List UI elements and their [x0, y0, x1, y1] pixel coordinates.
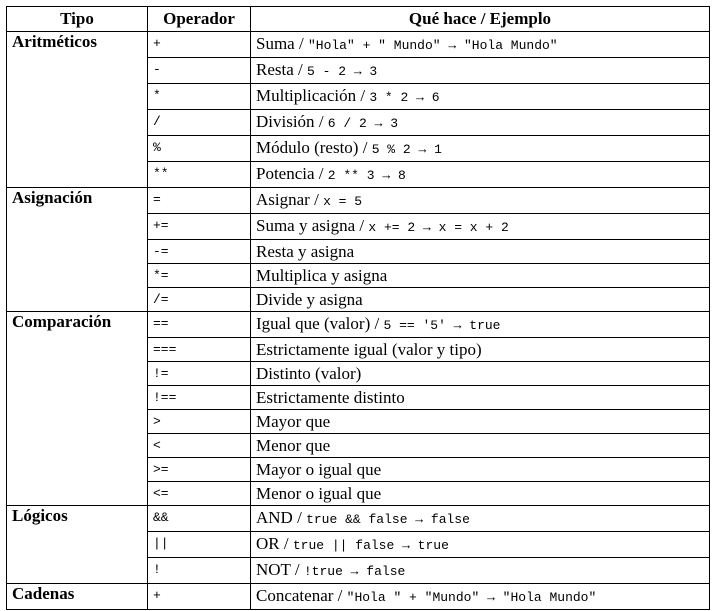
description-cell [251, 214, 710, 240]
description-cell [251, 410, 710, 434]
description-cell [251, 84, 710, 110]
description-text: Suma [256, 34, 295, 53]
operator-cell: != [148, 362, 251, 386]
operator-cell: + [148, 32, 251, 58]
separator: / [294, 34, 308, 53]
operator-cell: !== [148, 386, 251, 410]
description-cell [251, 312, 710, 338]
operator-cell: <= [148, 482, 251, 506]
description-text: Potencia [256, 164, 315, 183]
description-text: Menor que [256, 436, 331, 455]
operator-cell: - [148, 58, 251, 84]
operator-cell: / [148, 110, 251, 136]
description-cell [251, 386, 710, 410]
description-text: Menor o igual que [256, 484, 382, 503]
example-code: x += 2 → x = x + 2 [368, 220, 509, 235]
description-text: Divide y asigna [256, 290, 363, 309]
operator-type-cell: Lógicos [7, 506, 148, 584]
separator: / [290, 560, 304, 579]
description-cell [251, 458, 710, 482]
description-text: Módulo (resto) [256, 138, 359, 157]
operator-cell: || [148, 532, 251, 558]
separator: / [370, 314, 384, 333]
operator-cell: * [148, 84, 251, 110]
example-code: 5 == '5' → true [383, 318, 501, 333]
description-text: OR [256, 534, 280, 553]
description-text: Mayor o igual que [256, 460, 382, 479]
operator-cell: ! [148, 558, 251, 584]
description-text: AND [256, 508, 293, 527]
description-text: Resta [256, 60, 294, 79]
description-text: Asignar [256, 190, 310, 209]
operator-cell: /= [148, 288, 251, 312]
operator-type-cell: Asignación [7, 188, 148, 312]
description-cell [251, 558, 710, 584]
description-text: Igual que (valor) [256, 314, 371, 333]
table-body [7, 32, 710, 610]
operator-cell: *= [148, 264, 251, 288]
table-row [7, 506, 710, 532]
example-code: 2 ** 3 → 8 [327, 168, 406, 183]
description-cell [251, 188, 710, 214]
operator-cell: === [148, 338, 251, 362]
description-cell [251, 58, 710, 84]
example-code: x = 5 [323, 194, 363, 209]
separator: / [314, 164, 328, 183]
table-row [7, 312, 710, 338]
description-cell [251, 288, 710, 312]
description-cell [251, 584, 710, 610]
description-text: Distinto (valor) [256, 364, 362, 383]
separator: / [292, 508, 307, 527]
separator: / [333, 586, 347, 605]
example-code: "Hola" + " Mundo" → "Hola Mundo" [307, 38, 558, 53]
table-row [7, 32, 710, 58]
description-cell [251, 240, 710, 264]
description-text: Estrictamente igual (valor y tipo) [256, 340, 482, 359]
operator-type-cell: Cadenas [7, 584, 148, 610]
separator: / [356, 86, 370, 105]
description-cell [251, 506, 710, 532]
description-text: Suma y asigna [256, 216, 356, 235]
operator-cell: -= [148, 240, 251, 264]
description-cell [251, 338, 710, 362]
description-text: Mayor que [256, 412, 331, 431]
header-what: Qué hace / Ejemplo [251, 7, 710, 32]
operator-type-cell: Comparación [7, 312, 148, 506]
description-cell [251, 136, 710, 162]
header-type: Tipo [7, 7, 148, 32]
operator-cell: = [148, 188, 251, 214]
header-operator: Operador [148, 7, 251, 32]
operator-cell: == [148, 312, 251, 338]
description-cell [251, 434, 710, 458]
separator: / [309, 190, 324, 209]
example-code: 5 % 2 → 1 [371, 142, 442, 157]
example-code: 5 - 2 → 3 [307, 64, 378, 79]
separator: / [279, 534, 293, 553]
description-cell [251, 110, 710, 136]
example-code: true || false → true [292, 538, 449, 553]
example-code: 3 * 2 → 6 [369, 90, 440, 105]
operators-table [6, 6, 710, 610]
description-cell [251, 532, 710, 558]
description-text: NOT [256, 560, 291, 579]
operator-cell: && [148, 506, 251, 532]
operator-cell: > [148, 410, 251, 434]
description-text: Multiplicación [256, 86, 357, 105]
operator-cell: ** [148, 162, 251, 188]
description-cell [251, 162, 710, 188]
operator-type-cell: Aritméticos [7, 32, 148, 188]
description-text: Resta y asigna [256, 242, 355, 261]
description-text: Multiplica y asigna [256, 266, 388, 285]
description-text: Concatenar [256, 586, 334, 605]
separator: / [314, 112, 328, 131]
description-cell [251, 482, 710, 506]
example-code: true && false → false [306, 512, 470, 527]
table-row [7, 584, 710, 610]
operator-cell: >= [148, 458, 251, 482]
example-code: !true → false [303, 564, 406, 579]
description-cell [251, 362, 710, 386]
example-code: "Hola " + "Mundo" → "Hola Mundo" [346, 590, 597, 605]
separator: / [355, 216, 369, 235]
operator-cell: % [148, 136, 251, 162]
separator: / [293, 60, 308, 79]
operator-cell: += [148, 214, 251, 240]
example-code: 6 / 2 → 3 [327, 116, 399, 131]
separator: / [358, 138, 372, 157]
header-row [7, 7, 710, 32]
table-row [7, 188, 710, 214]
operator-cell: < [148, 434, 251, 458]
description-cell [251, 32, 710, 58]
description-text: División [256, 112, 315, 131]
operator-cell: + [148, 584, 251, 610]
description-cell [251, 264, 710, 288]
description-text: Estrictamente distinto [256, 388, 405, 407]
